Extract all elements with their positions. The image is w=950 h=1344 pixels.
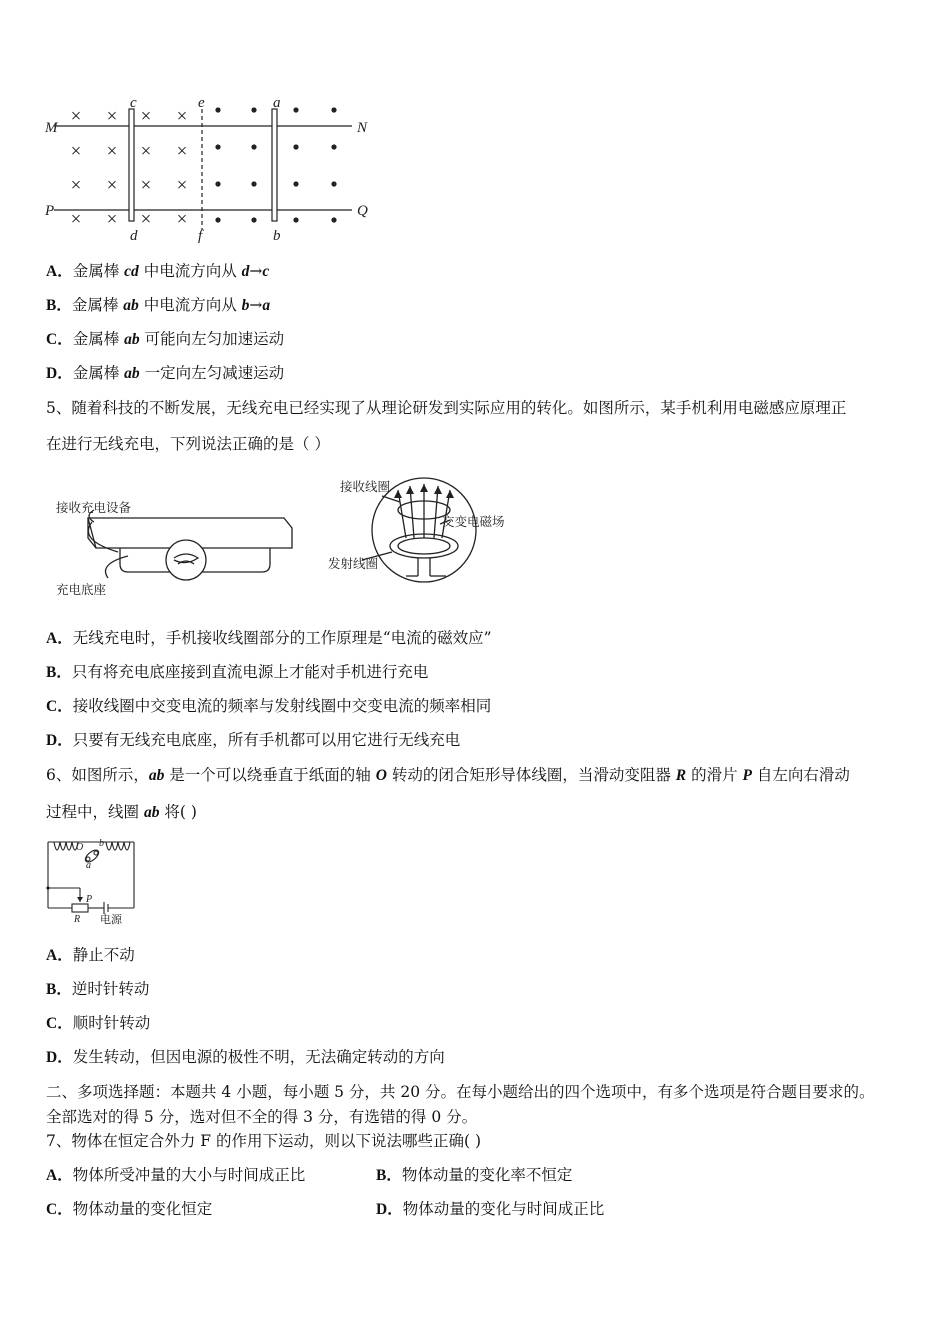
q5-option-a: A．无线充电时，手机接收线圈部分的工作原理是“电流的磁效应” <box>46 629 492 647</box>
section2-heading-line2: 全部选对的得 5 分，选对但不全的得 3 分，有选错的得 0 分。 <box>46 1108 478 1126</box>
label-c: c <box>130 95 137 111</box>
cross-mark: × <box>70 106 82 127</box>
label-charging-base: 充电底座 <box>56 583 107 597</box>
q4-option-c: C．金属棒 ab 可能向左匀加速运动 <box>46 330 285 348</box>
cross-mark: × <box>176 141 188 162</box>
cross-mark: × <box>176 106 188 127</box>
cross-mark: × <box>106 175 118 196</box>
q6-stem-line1: 6、如图所示，ab 是一个可以绕垂直于纸面的轴 O 转动的闭合矩形导体线圈，当滑动变阻器 R 的滑片 P 自左向右滑动 <box>46 766 850 784</box>
label-N: N <box>357 120 368 136</box>
label-e: e <box>198 95 205 111</box>
q6-option-d: D．发生转动，但因电源的极性不明，无法确定转动的方向 <box>46 1048 445 1066</box>
cross-mark: × <box>176 175 188 196</box>
cross-mark: × <box>140 175 152 196</box>
rails-magnetic-field-figure <box>40 95 380 245</box>
label-P: P <box>45 203 55 219</box>
cross-mark: × <box>70 209 82 230</box>
q5-stem-line1: 5、随着科技的不断发展，无线充电已经实现了从理论研发到实际应用的转化。如图所示，某手机利用电磁感应原理正 <box>46 399 847 417</box>
q6-stem-line2: 过程中，线圈 ab 将( ) <box>46 803 197 821</box>
cross-mark: × <box>140 141 152 162</box>
label-transmit-coil: 发射线圈 <box>328 557 379 571</box>
q5-stem-line2: 在进行无线充电，下列说法正确的是（ ） <box>46 435 330 453</box>
q4-option-a: A．金属棒 cd 中电流方向从 d→c <box>46 262 270 280</box>
label-M: M <box>45 120 58 136</box>
wireless-charging-figure <box>48 472 528 604</box>
q7-option-d: D．物体动量的变化与时间成正比 <box>376 1200 605 1218</box>
cross-mark: × <box>106 141 118 162</box>
label-a: a <box>273 95 281 111</box>
coil-rheostat-circuit-figure <box>44 832 144 926</box>
label-receiver-device: 接收充电设备 <box>56 501 132 515</box>
q6-option-c: C．顺时针转动 <box>46 1014 151 1032</box>
label-receive-coil: 接收线圈 <box>340 480 391 494</box>
label-alternating-field: 交变电磁场 <box>442 515 505 529</box>
q7-option-c: C．物体动量的变化恒定 <box>46 1200 213 1218</box>
cross-mark: × <box>140 106 152 127</box>
label-power-source: 电源 <box>100 913 122 926</box>
label-a: a <box>86 860 91 871</box>
cross-mark: × <box>106 106 118 127</box>
cross-mark: × <box>70 141 82 162</box>
q7-option-b: B．物体动量的变化率不恒定 <box>376 1166 573 1184</box>
label-Q: Q <box>357 203 368 219</box>
label-O: O <box>76 842 84 853</box>
label-P: P <box>86 894 93 905</box>
q4-option-d: D．金属棒 ab 一定向左匀减速运动 <box>46 364 285 382</box>
section2-heading-line1: 二、多项选择题：本题共 4 小题，每小题 5 分，共 20 分。在每小题给出的四个选项中，有多个选项是符合题目要求的。 <box>46 1083 875 1101</box>
q6-option-b: B．逆时针转动 <box>46 980 150 998</box>
label-f: f <box>198 228 203 244</box>
cross-mark: × <box>106 209 118 230</box>
label-d: d <box>130 228 138 244</box>
q7-option-a: A．物体所受冲量的大小与时间成正比 <box>46 1166 306 1184</box>
q5-option-d: D．只要有无线充电底座，所有手机都可以用它进行无线充电 <box>46 731 461 749</box>
q5-option-b: B．只有将充电底座接到直流电源上才能对手机进行充电 <box>46 663 429 681</box>
label-b: b <box>273 228 281 244</box>
q7-stem: 7、物体在恒定合外力 F 的作用下运动，则以下说法哪些正确( ) <box>46 1132 481 1150</box>
cross-mark: × <box>176 209 188 230</box>
q6-option-a: A．静止不动 <box>46 946 135 964</box>
cross-mark: × <box>70 175 82 196</box>
label-R: R <box>74 914 81 925</box>
q4-option-b: B．金属棒 ab 中电流方向从 b→a <box>46 296 271 314</box>
label-b: b <box>99 838 104 849</box>
cross-mark: × <box>140 209 152 230</box>
q5-option-c: C．接收线圈中交变电流的频率与发射线圈中交变电流的频率相同 <box>46 697 492 715</box>
